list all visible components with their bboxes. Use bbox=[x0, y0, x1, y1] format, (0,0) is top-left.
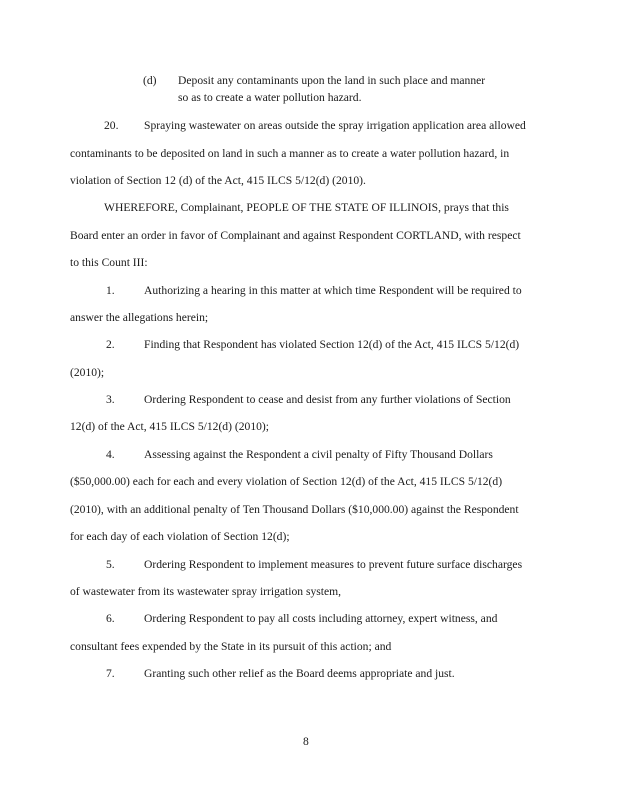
relief-item-text-line: Ordering Respondent to pay all costs including attorney, expert witness, and bbox=[144, 612, 498, 625]
paragraph-text-line: Spraying wastewater on areas outside the spray irrigation application area allowed bbox=[144, 119, 526, 132]
relief-item-text-line: Authorizing a hearing in this matter at which time Respondent will be required to bbox=[144, 284, 522, 297]
relief-item-text-line: Ordering Respondent to implement measures to prevent future surface discharges bbox=[144, 558, 523, 571]
relief-item-number: 7. bbox=[106, 667, 115, 680]
relief-item-text-line: for each day of each violation of Section 12(d); bbox=[70, 530, 290, 543]
subparagraph-text-line: so as to create a water pollution hazard. bbox=[178, 91, 362, 104]
paragraph-number: 20. bbox=[104, 119, 119, 132]
relief-item-text-line: of wastewater from its wastewater spray irrigation system, bbox=[70, 585, 342, 598]
page-number: 8 bbox=[303, 735, 309, 748]
paragraph-text-line: violation of Section 12 (d) of the Act, 415 ILCS 5/12(d) (2010). bbox=[70, 174, 366, 187]
relief-item-number: 6. bbox=[106, 612, 115, 625]
relief-item-text-line: 12(d) of the Act, 415 ILCS 5/12(d) (2010); bbox=[70, 420, 269, 433]
subparagraph-text-line: Deposit any contaminants upon the land in such place and manner bbox=[178, 74, 486, 87]
relief-item-number: 2. bbox=[106, 338, 115, 351]
relief-item-number: 1. bbox=[106, 284, 115, 297]
wherefore-text-line: WHEREFORE, Complainant, PEOPLE OF THE STATE OF ILLINOIS, prays that this bbox=[104, 201, 509, 214]
relief-item-text-line: Ordering Respondent to cease and desist from any further violations of Section bbox=[144, 393, 511, 406]
subparagraph-label: (d) bbox=[143, 74, 157, 87]
relief-item-text-line: ($50,000.00) each for each and every violation of Section 12(d) of the Act, 415 ILCS 5/12(d) bbox=[70, 475, 503, 488]
relief-item-text-line: (2010); bbox=[70, 366, 105, 379]
relief-item-text-line: answer the allegations herein; bbox=[70, 311, 209, 324]
relief-item-text-line: Granting such other relief as the Board deems appropriate and just. bbox=[144, 667, 455, 680]
relief-item-number: 5. bbox=[106, 558, 115, 571]
paragraph-text-line: contaminants to be deposited on land in such a manner as to create a water pollution hazard, in bbox=[70, 147, 510, 160]
wherefore-text-line: to this Count III: bbox=[70, 256, 148, 269]
relief-item-text-line: Finding that Respondent has violated Section 12(d) of the Act, 415 ILCS 5/12(d) bbox=[144, 338, 520, 351]
wherefore-text-line: Board enter an order in favor of Complainant and against Respondent CORTLAND, with respect bbox=[70, 229, 521, 242]
relief-item-number: 3. bbox=[106, 393, 115, 406]
relief-item-text-line: (2010), with an additional penalty of Ten Thousand Dollars ($10,000.00) against the Respondent bbox=[70, 503, 519, 516]
relief-item-number: 4. bbox=[106, 448, 115, 461]
relief-item-text-line: consultant fees expended by the State in its pursuit of this action; and bbox=[70, 640, 392, 653]
relief-item-text-line: Assessing against the Respondent a civil penalty of Fifty Thousand Dollars bbox=[144, 448, 493, 461]
